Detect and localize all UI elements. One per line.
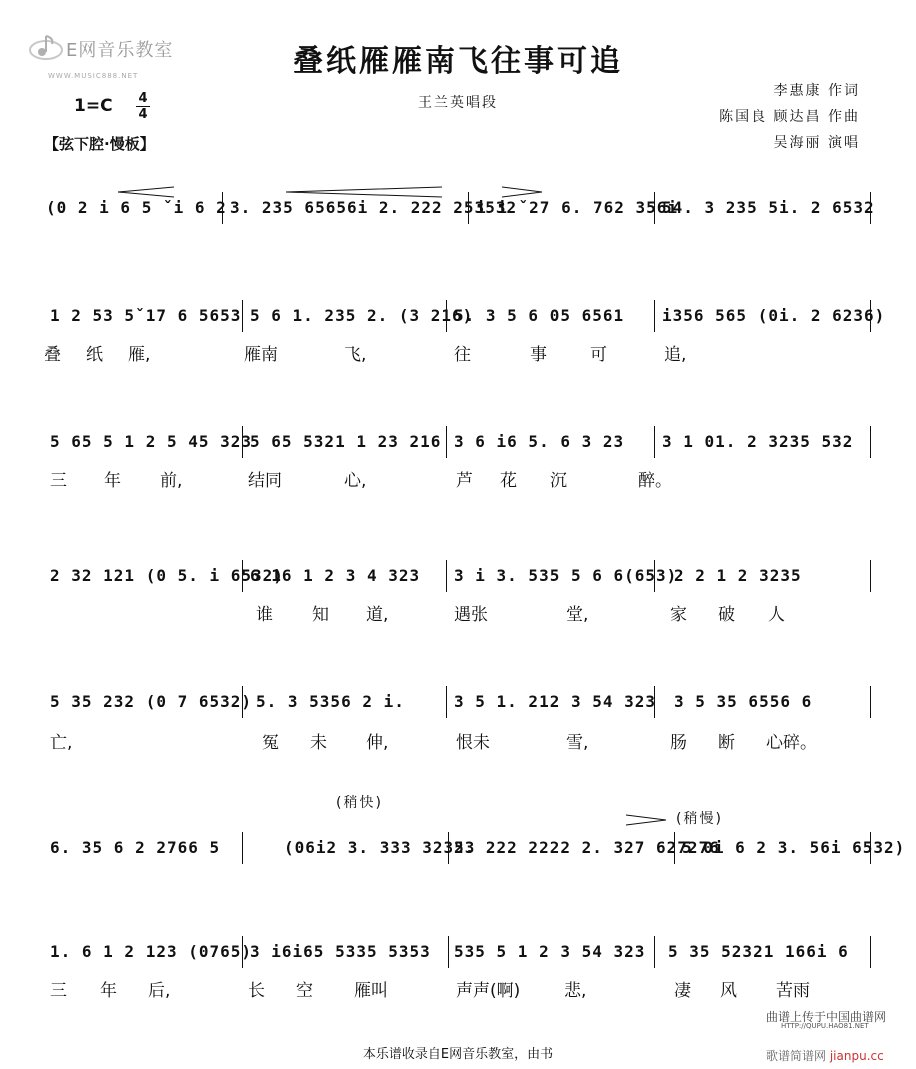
score-row-7 (44, 920, 872, 970)
lyric: 断 (718, 733, 735, 753)
upload-watermark-url: HTTP://QUPU.HAO81.NET (781, 1022, 869, 1030)
lyric: 心碎。 (766, 733, 817, 753)
measure: 3 i 3. 535 5 6 6(653) (454, 566, 678, 585)
lyric: 雁叫 (354, 981, 388, 1001)
logo-url: WWW.MUSIC888.NET (48, 72, 139, 80)
measure: 5. 3 5356 2 i. (256, 692, 405, 711)
barline (242, 686, 243, 718)
measure: 5 65 5321 1 23 216 (250, 432, 442, 451)
lyric: 雁, (128, 345, 151, 365)
lyric: 可 (590, 345, 607, 365)
measure: 3 i6i65 5335 5353 (250, 942, 431, 961)
lyric: 事 (530, 345, 547, 365)
lyric: 三 (50, 471, 67, 491)
measure: (06i2 3. 333 32353 (284, 838, 476, 857)
lyric: 雁南 (244, 345, 278, 365)
lyric: 飞, (344, 345, 367, 365)
measure: i i ˇ27 6. 762 356i (476, 198, 679, 217)
measure: i356 565 (0i. 2 6236) (662, 306, 886, 325)
tempo-annotation-slower: (稍慢) (676, 811, 723, 827)
lyric: 肠 (670, 733, 687, 753)
measure: 6. 35 6 2 2766 5 (50, 838, 221, 857)
measure: 5 35 52321 166i 6 (668, 942, 849, 961)
lyric: 前, (160, 471, 183, 491)
measure: 5 35 232 (0 7 6532) (50, 692, 253, 711)
lyric: 结同 (248, 471, 282, 491)
key-signature: 1=C (74, 96, 113, 116)
barline (446, 686, 447, 718)
lyric: 苦雨 (776, 981, 810, 1001)
lyric: 伸, (366, 733, 389, 753)
tempo-marking: 【弦下腔·慢板】 (44, 135, 155, 153)
barline (242, 560, 243, 592)
lyric: 沉 (550, 471, 567, 491)
site-watermark-domain: jianpu.cc (829, 1049, 884, 1063)
site-watermark (766, 1047, 884, 1064)
barline (468, 192, 469, 224)
lyric: 长 (248, 981, 265, 1001)
lyric: 谁 (256, 605, 273, 625)
lyric: 空 (296, 981, 313, 1001)
measure: 3 6 i6 5. 6 3 23 (454, 432, 625, 451)
lyric: 悲, (564, 981, 587, 1001)
upload-watermark: 曲谱上传于中国曲谱网 (766, 1010, 887, 1024)
barline (446, 560, 447, 592)
lyric: 恨未 (456, 733, 490, 753)
barline (448, 936, 449, 968)
lyric: 破 (718, 605, 735, 625)
barline (870, 560, 871, 592)
lyricist-credit: 李惠康 作词 (773, 83, 860, 99)
measure: 1 2 53 5ˇ17 6 5653 (50, 306, 242, 325)
measure: 5 6 1. 235 2. (3 216) (250, 306, 474, 325)
barline (870, 832, 871, 864)
barline (654, 192, 655, 224)
measure: 6 16 1 2 3 4 323 (250, 566, 421, 585)
score-row-5 (44, 670, 872, 720)
measure: 3 5 35 6556 6 (674, 692, 813, 711)
measure: 1. 6 1 2 123 (0765) (50, 942, 253, 961)
score-row-4 (44, 544, 872, 594)
barline (242, 426, 243, 458)
barline (222, 192, 223, 224)
time-signature-bottom: 4 (138, 107, 148, 122)
measure: 3 5 1. 212 3 54 323 (454, 692, 657, 711)
lyric: 年 (100, 981, 117, 1001)
lyric: 芦 (456, 471, 473, 491)
score-row-2 (44, 284, 886, 334)
lyric: 未 (310, 733, 327, 753)
barline (242, 936, 243, 968)
logo-text: E网音乐教室 (66, 40, 174, 61)
lyric: 凄 (674, 981, 691, 1001)
barline (870, 686, 871, 718)
tempo-annotation-faster: (稍快) (336, 795, 383, 811)
measure: 2. 222 2222 2. 327 627276 (454, 838, 720, 857)
score-row-3 (44, 410, 872, 460)
time-signature-top: 4 (138, 91, 148, 106)
time-signature (136, 92, 150, 121)
barline (654, 686, 655, 718)
lyrics-line-2 (44, 340, 872, 365)
measure: 2 2 1 2 3235 (674, 566, 802, 585)
source-footer: 本乐谱收录自E网音乐教室，由书 (362, 1047, 554, 1062)
barline (448, 832, 449, 864)
lyric: 追, (664, 345, 687, 365)
lyric: 醉。 (638, 471, 672, 491)
score-row-1 (44, 176, 875, 226)
measure: 54. 3 235 5i. 2 6532 (662, 198, 875, 217)
lyric: 花 (500, 471, 517, 491)
barline (654, 560, 655, 592)
lyric: 雪, (566, 733, 589, 753)
measure: 5 0i 6 2 3. 56i 6532) (682, 838, 906, 857)
lyric: 亡, (50, 733, 73, 753)
measure: 2 32 121 (0 5. i 6532) (50, 566, 284, 585)
lyrics-line-3 (44, 466, 872, 491)
barline (674, 832, 675, 864)
barline (870, 936, 871, 968)
barline (870, 192, 871, 224)
barline (870, 300, 871, 332)
lyric: 遇张 (454, 605, 488, 625)
lyric: 往 (454, 345, 471, 365)
lyric: 叠 (44, 345, 61, 365)
lyric: 心, (344, 471, 367, 491)
lyric: 道, (366, 605, 389, 625)
lyric: 纸 (86, 345, 103, 365)
measure: 5. 3 5 6 05 6561 (454, 306, 625, 325)
decrescendo-mark (500, 184, 544, 198)
crescendo-mark (284, 184, 444, 198)
composer-credit: 陈国良 顾达昌 作曲 (719, 109, 860, 125)
lyric: 知 (312, 605, 329, 625)
score-subtitle: 王兰英唱段 (418, 95, 498, 111)
score-row-6 (44, 816, 906, 866)
lyrics-line-4 (44, 600, 872, 625)
measure: 535 5 1 2 3 54 323 (454, 942, 646, 961)
lyric: 人 (768, 605, 785, 625)
performer-credit: 吴海丽 演唱 (773, 135, 860, 151)
barline (870, 426, 871, 458)
lyrics-line-5 (44, 728, 872, 753)
lyric: 三 (50, 981, 67, 1001)
barline (446, 426, 447, 458)
score-title: 叠纸雁雁南飞往事可追 (293, 44, 623, 79)
barline (654, 300, 655, 332)
lyric: 年 (104, 471, 121, 491)
barline (242, 832, 243, 864)
lyric: 堂, (566, 605, 589, 625)
barline (654, 936, 655, 968)
crescendo-mark (116, 184, 176, 198)
barline (446, 300, 447, 332)
measure: (0 2 i 6 5 ˇi 6 2 (46, 198, 227, 217)
site-watermark-name: 歌谱简谱网 (766, 1049, 827, 1063)
lyrics-line-7 (44, 976, 872, 1001)
barline (242, 300, 243, 332)
lyric: 冤 (262, 733, 279, 753)
barline (654, 426, 655, 458)
decrescendo-mark (624, 812, 668, 826)
lyric: 后, (148, 981, 171, 1001)
lyric: 家 (670, 605, 687, 625)
measure: 5 65 5 1 2 5 45 323 (50, 432, 253, 451)
measure: 3 1 01. 2 3235 532 (662, 432, 854, 451)
lyric: 声声(啊) (456, 981, 521, 1001)
measure: 3. 235 65656i 2. 222 253532 (230, 198, 518, 217)
lyric: 风 (720, 981, 737, 1001)
